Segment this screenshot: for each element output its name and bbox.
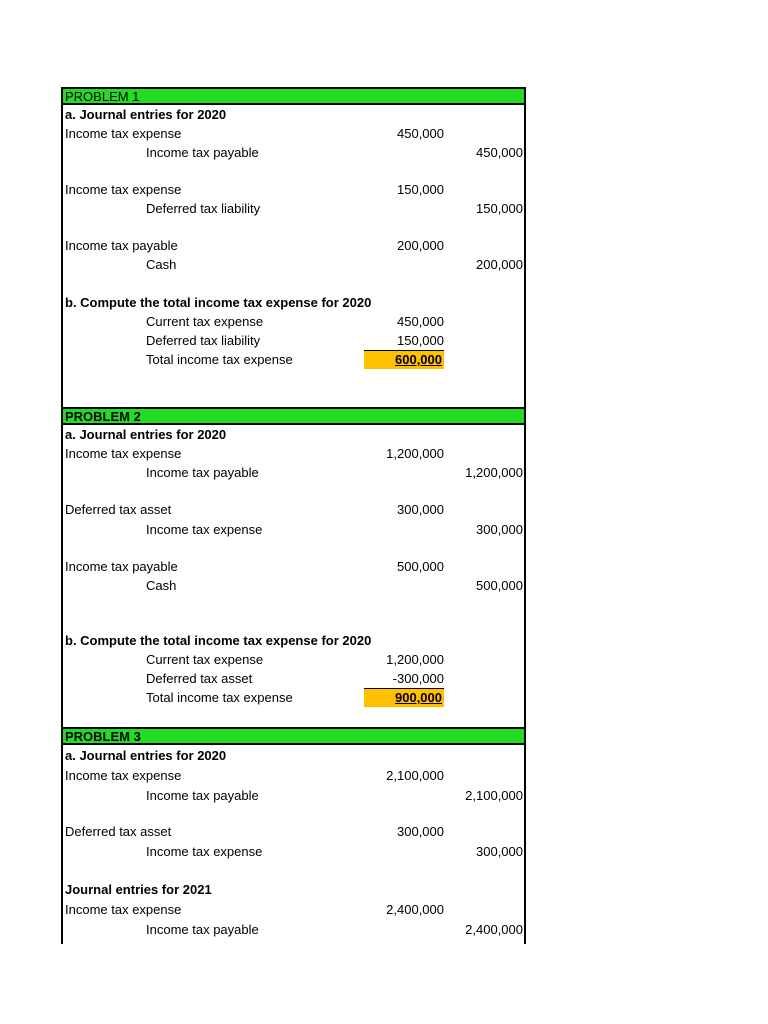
problem3-title: PROBLEM 3 <box>65 729 141 744</box>
problem1-title: PROBLEM 1 <box>65 89 140 104</box>
debit-amount: 500,000 <box>397 559 444 574</box>
credit-amount: 1,200,000 <box>465 465 523 480</box>
problem1-header <box>63 87 524 105</box>
problem3-part-a-heading: a. Journal entries for 2020 <box>65 748 227 763</box>
credit-amount: 2,400,000 <box>465 922 523 937</box>
spreadsheet-sheet <box>61 87 526 944</box>
journal-debit-row <box>63 500 524 519</box>
debit-amount: 1,200,000 <box>386 446 444 461</box>
compute-value: 1,200,000 <box>386 652 444 667</box>
debit-amount: 150,000 <box>397 182 444 197</box>
debit-account: Income tax payable <box>65 238 178 253</box>
credit-amount: 150,000 <box>476 201 523 216</box>
debit-amount: 300,000 <box>397 502 444 517</box>
problem2-header <box>63 407 524 425</box>
debit-account: Income tax expense <box>65 182 182 197</box>
total-label: Total income tax expense <box>146 352 293 367</box>
problem2-title: PROBLEM 2 <box>65 409 141 424</box>
journal-debit-row <box>63 124 524 143</box>
compute-label: Deferred tax liability <box>146 333 261 348</box>
journal-debit-row <box>63 557 524 576</box>
debit-account: Income tax expense <box>65 126 182 141</box>
problem3-2021-heading: Journal entries for 2021 <box>65 882 212 897</box>
problem2-part-a-heading: a. Journal entries for 2020 <box>65 427 227 442</box>
debit-account: Deferred tax asset <box>65 502 172 517</box>
journal-credit-row <box>63 143 524 162</box>
credit-account: Income tax payable <box>146 145 259 160</box>
compute-value: -300,000 <box>392 671 444 686</box>
debit-amount: 2,100,000 <box>386 768 444 783</box>
journal-credit-row <box>63 842 524 861</box>
credit-account: Income tax payable <box>146 788 259 803</box>
debit-account: Income tax expense <box>65 446 182 461</box>
problem3-part-a-heading-row <box>63 746 524 765</box>
journal-debit-row <box>63 900 524 919</box>
debit-account: Income tax expense <box>65 768 182 783</box>
problem2-part-b-heading: b. Compute the total income tax expense for 2020 <box>65 633 372 648</box>
problem1-part-a-heading-row <box>63 105 524 124</box>
credit-amount: 450,000 <box>476 145 523 160</box>
credit-account: Cash <box>146 578 177 593</box>
journal-credit-row <box>63 199 524 218</box>
credit-amount: 2,100,000 <box>465 788 523 803</box>
problem1-part-a-heading: a. Journal entries for 2020 <box>65 107 227 122</box>
total-label: Total income tax expense <box>146 690 293 705</box>
compute-label: Current tax expense <box>146 652 264 667</box>
credit-account: Income tax payable <box>146 465 259 480</box>
journal-debit-row <box>63 180 524 199</box>
credit-account: Deferred tax liability <box>146 201 261 216</box>
journal-credit-row <box>63 520 524 539</box>
total-value: 900,000 <box>395 690 442 705</box>
problem2-part-b-heading-row <box>63 631 524 650</box>
credit-amount: 300,000 <box>476 844 523 859</box>
journal-credit-row <box>63 920 524 939</box>
compute-label: Deferred tax asset <box>146 671 253 686</box>
credit-account: Income tax expense <box>146 522 263 537</box>
total-value: 600,000 <box>395 352 442 367</box>
credit-account: Cash <box>146 257 177 272</box>
problem2-part-a-heading-row <box>63 425 524 444</box>
journal-credit-row <box>63 576 524 595</box>
credit-account: Income tax expense <box>146 844 263 859</box>
journal-debit-row <box>63 766 524 785</box>
problem3-2021-heading-row <box>63 880 524 899</box>
problem1-part-b-heading-row <box>63 293 524 312</box>
total-row <box>63 350 524 369</box>
journal-debit-row <box>63 236 524 255</box>
compute-value: 150,000 <box>397 333 444 348</box>
journal-debit-row <box>63 444 524 463</box>
journal-debit-row <box>63 822 524 841</box>
credit-amount: 500,000 <box>476 578 523 593</box>
compute-row <box>63 650 524 669</box>
debit-amount: 450,000 <box>397 126 444 141</box>
credit-account: Income tax payable <box>146 922 259 937</box>
problem1-part-b-heading: b. Compute the total income tax expense for 2020 <box>65 295 372 310</box>
compute-row <box>63 669 524 688</box>
problem3-header <box>63 727 524 745</box>
journal-credit-row <box>63 786 524 805</box>
credit-amount: 300,000 <box>476 522 523 537</box>
debit-account: Income tax expense <box>65 902 182 917</box>
total-row <box>63 688 524 707</box>
compute-row <box>63 331 524 350</box>
debit-amount: 2,400,000 <box>386 902 444 917</box>
compute-label: Current tax expense <box>146 314 264 329</box>
credit-amount: 200,000 <box>476 257 523 272</box>
journal-credit-row <box>63 463 524 482</box>
compute-row <box>63 312 524 331</box>
compute-value: 450,000 <box>397 314 444 329</box>
debit-amount: 200,000 <box>397 238 444 253</box>
debit-account: Income tax payable <box>65 559 178 574</box>
debit-amount: 300,000 <box>397 824 444 839</box>
journal-credit-row <box>63 255 524 274</box>
debit-account: Deferred tax asset <box>65 824 172 839</box>
